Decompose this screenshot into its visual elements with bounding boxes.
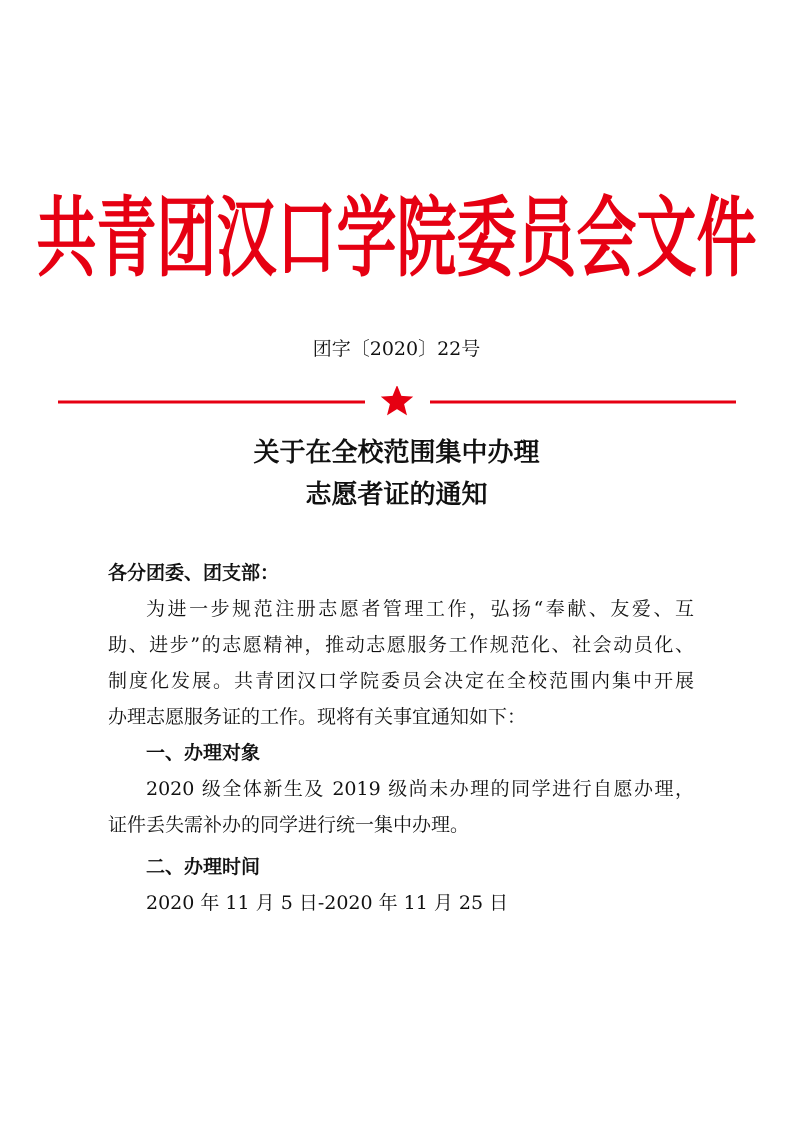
title-line-2: 志愿者证的通知 [305,480,488,510]
intro-line-4: 办理志愿服务证的工作。现将有关事宜通知如下： [108,706,527,728]
section-1-heading: 一、办理对象 [146,742,261,764]
document-number: 团字〔2020〕22号 [312,338,481,360]
intro-line-2: 助、进步”的志愿精神，推动志愿服务工作规范化、社会动员化、 [108,634,694,656]
star-icon [381,386,413,415]
red-divider [0,386,793,416]
section-1-line-1: 2020 级全体新生及 2019 级尚未办理的同学进行自愿办理， [146,778,694,800]
document-masthead: 共青团汉口学院委员会文件 [36,188,757,290]
section-2-heading: 二、办理时间 [146,856,261,878]
intro-line-1: 为进一步规范注册志愿者管理工作，弘扬“奉献、友爱、互 [146,598,694,620]
intro-line-3: 制度化发展。共青团汉口学院委员会决定在全校范围内集中开展 [108,670,694,692]
document-body [108,555,694,921]
section-1-line-2: 证件丢失需补办的同学进行统一集中办理。 [108,814,470,836]
title-line-1: 关于在全校范围集中办理 [253,438,540,468]
section-2-text: 2020 年 11 月 5 日-2020 年 11 月 25 日 [146,892,509,914]
salutation: 各分团委、团支部： [108,562,280,584]
document-title [0,432,793,516]
